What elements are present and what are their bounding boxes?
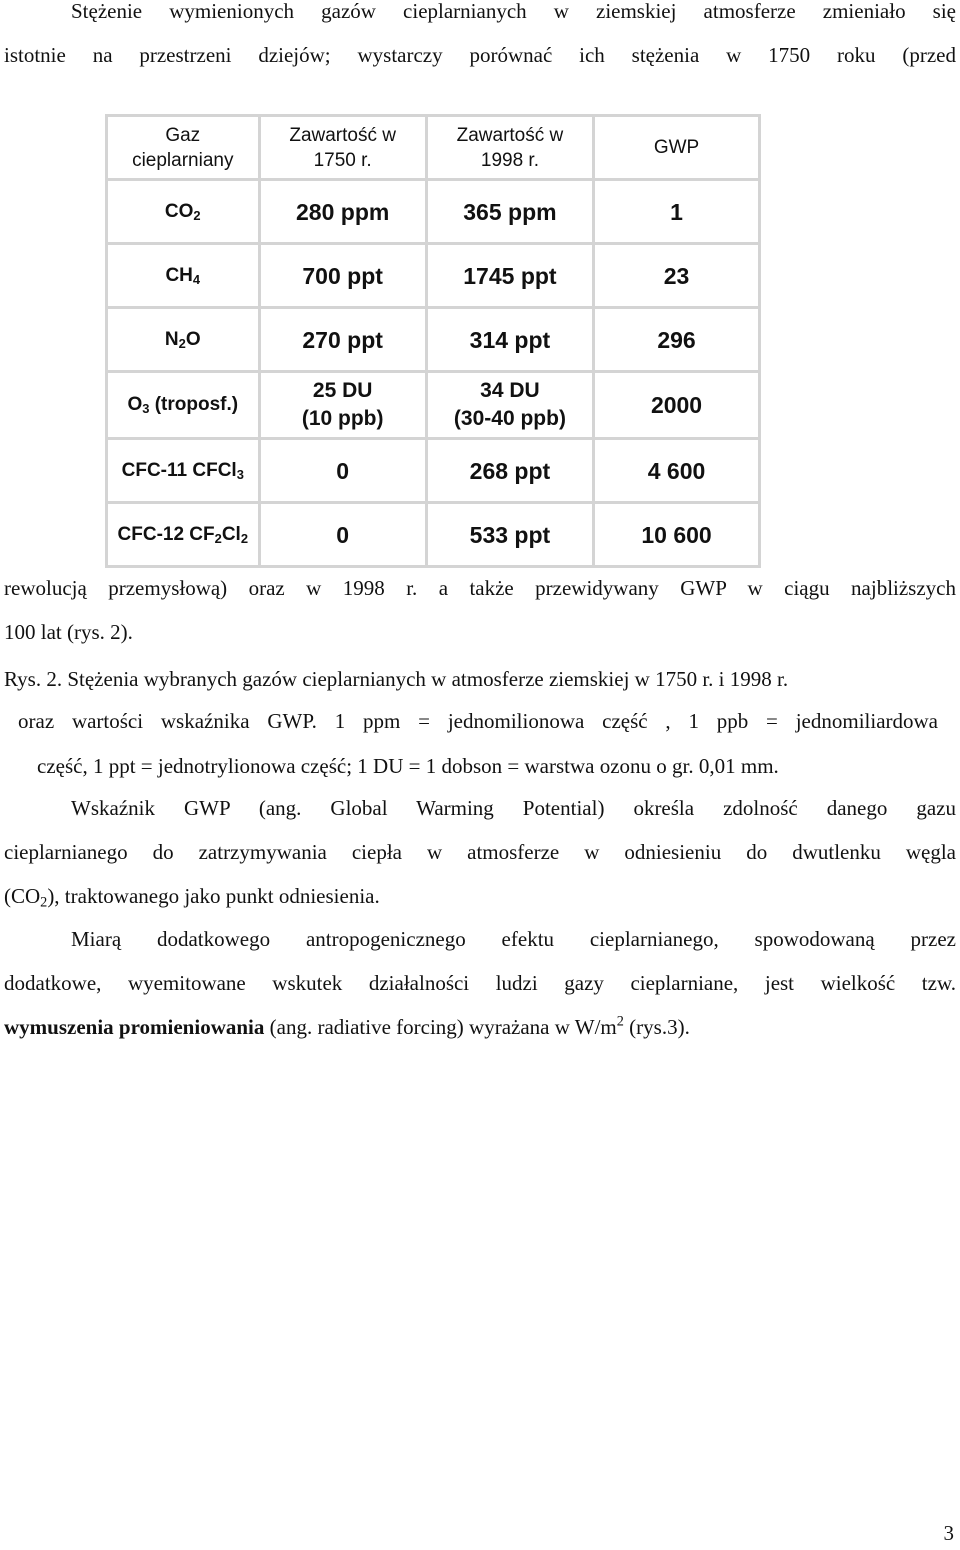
intro-line-2: istotnie na przestrzeni dziejów; wystarczy porównać ich stężenia w 1750 roku (przed: [4, 43, 956, 67]
header-1750: Zawartość w 1750 r.: [261, 117, 425, 178]
value-1750-cell: 280 ppm: [261, 181, 425, 242]
value-1750-cell: 25 DU (10 ppb): [261, 373, 425, 437]
caption-line-2: oraz wartości wskaźnika GWP. 1 ppm = jednomilionowa część , 1 ppb = jednomiliardowa: [18, 709, 938, 733]
gas-cell: $O_3$ (troposf.): [108, 373, 258, 437]
term-radiative-forcing: wymuszenia promieniowania: [4, 1015, 265, 1039]
page-number: 3: [943, 1521, 954, 1545]
value-1998-cell: 34 DU (30-40 ppb): [428, 373, 592, 437]
intro-line-3: rewolucją przemysłową) oraz w 1998 r. a także przewidywany GWP w ciągu najbliższych: [4, 576, 956, 600]
table-row: [108, 504, 758, 565]
gas-cell: $CO_2$: [108, 181, 258, 242]
table-row: [108, 245, 758, 306]
gas-cell: CFC-11 CFCl$_3$: [108, 440, 258, 501]
table-row: [108, 373, 758, 437]
table-row: [108, 309, 758, 370]
intro-line-1: Stężenie wymienionych gazów cieplarnianych w ziemskiej atmosferze zmieniało się: [71, 0, 956, 23]
gas-cell: CFC-12 $CF_2Cl_2$: [108, 504, 258, 565]
gwp-paragraph-line-2: cieplarnianego do zatrzymywania ciepła w atmosferze w odniesieniu do dwutlenku węgla: [4, 840, 956, 864]
table-header-row: [108, 117, 758, 178]
value-1998-cell: 1745 ppt: [428, 245, 592, 306]
value-1750-cell: 0: [261, 504, 425, 565]
gwp-paragraph-line-1: Wskaźnik GWP (ang. Global Warming Potential) określa zdolność danego gazu: [71, 796, 956, 820]
value-1998-cell: 314 ppt: [428, 309, 592, 370]
value-1998-cell: 268 ppt: [428, 440, 592, 501]
value-1750-cell: 270 ppt: [261, 309, 425, 370]
forcing-paragraph-line-3: wymuszenia promieniowania (ang. radiative forcing) wyrażana w $W/m^2$ (rys.3).: [4, 1013, 690, 1039]
table-row: [108, 440, 758, 501]
intro-line-4: 100 lat (rys. 2).: [4, 620, 133, 644]
forcing-paragraph-line-2: dodatkowe, wyemitowane wskutek działalności ludzi gazy cieplarniane, jest wielkość tzw.: [4, 971, 956, 995]
value-1998-cell: 533 ppt: [428, 504, 592, 565]
gwp-cell: 1: [595, 181, 758, 242]
gwp-cell: 296: [595, 309, 758, 370]
table-row: [108, 181, 758, 242]
gwp-cell: 2000: [595, 373, 758, 437]
caption-line-3: część, 1 ppt = jednotrylionowa część; 1 DU = 1 dobson = warstwa ozonu o gr. 0,01 mm.: [37, 754, 779, 778]
value-1750-cell: 0: [261, 440, 425, 501]
value-1998-cell: 365 ppm: [428, 181, 592, 242]
forcing-paragraph-line-1: Miarą dodatkowego antropogenicznego efektu cieplarnianego, spowodowaną przez: [71, 927, 956, 951]
gas-cell: $CH_4$: [108, 245, 258, 306]
value-1750-cell: 700 ppt: [261, 245, 425, 306]
gwp-cell: 23: [595, 245, 758, 306]
gwp-paragraph-line-3: $(CO_2)$, traktowanego jako punkt odniesienia.: [4, 884, 380, 911]
gwp-cell: 10 600: [595, 504, 758, 565]
caption-line-1: Rys. 2. Stężenia wybranych gazów cieplarnianych w atmosferze ziemskiej w 1750 r. i 1998 r.: [4, 667, 789, 691]
header-gas: Gaz cieplarniany: [108, 117, 258, 178]
gwp-cell: 4 600: [595, 440, 758, 501]
greenhouse-gas-table: [105, 114, 761, 568]
header-1998: Zawartość w 1998 r.: [428, 117, 592, 178]
header-gwp: GWP: [595, 117, 758, 178]
gas-cell: $N_2O$: [108, 309, 258, 370]
